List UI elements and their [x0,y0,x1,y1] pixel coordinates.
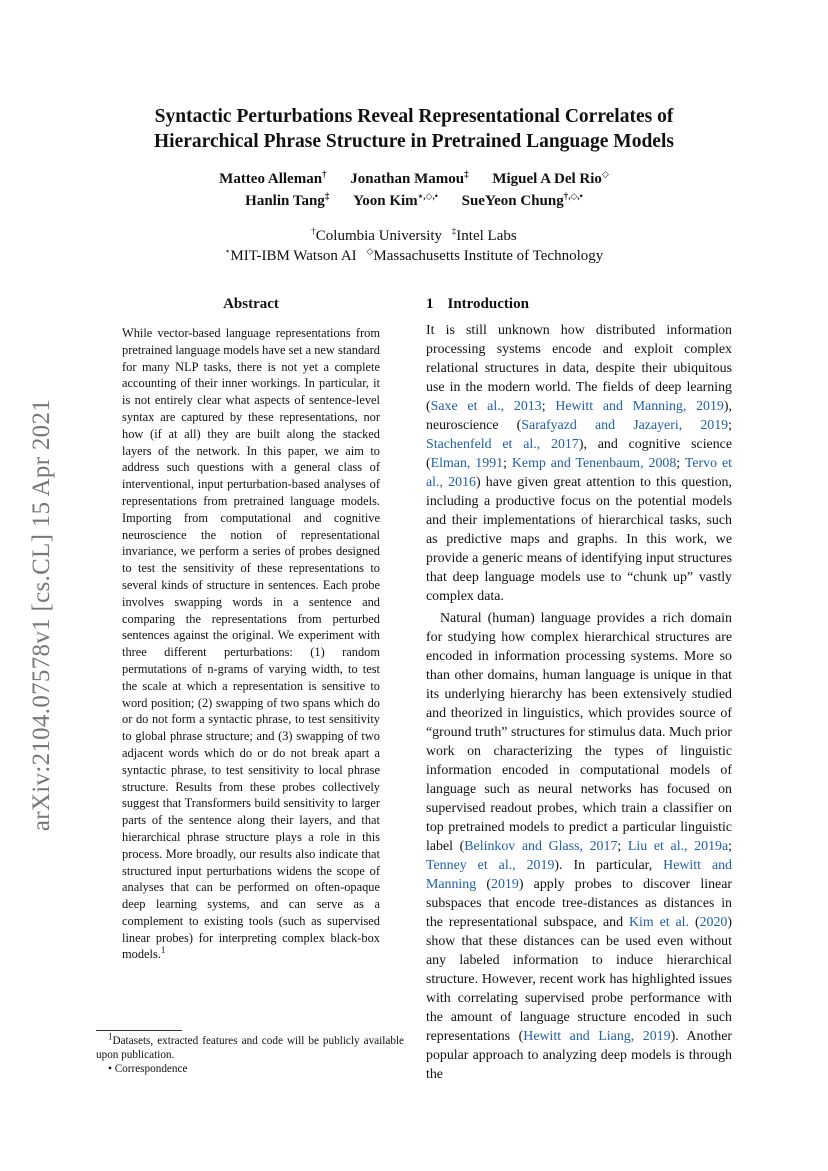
section-title: Introduction [447,296,529,312]
section-number: 1 [426,296,434,312]
arxiv-identifier: arXiv:2104.07578v1 [cs.CL] 15 Apr 2021 [28,398,55,832]
citation-link[interactable]: Kemp and Tenenbaum, 2008 [511,456,677,471]
citation-link[interactable]: Elman, 1991 [430,456,504,471]
citation-link[interactable]: Hewitt and Manning, 2019 [555,399,724,414]
citation-link[interactable]: Hewitt and Manning [426,858,732,892]
author: Yoon Kim⋆,◇,• [353,191,438,209]
citation-link[interactable]: Stachenfeld et al., 2017 [426,437,579,452]
author: Hanlin Tang‡ [245,191,330,209]
title-line-1: Syntactic Perturbations Reveal Representational Correlates of [154,106,674,127]
footnote-1: $^1$Datasets, extracted features and code will be publicly available upon publication. [96,1031,404,1061]
footnotes [96,1031,404,1076]
author: Matteo Alleman† [219,169,327,187]
citation-link[interactable]: Tervo et al., 2016 [426,456,732,490]
affiliation: †Columbia University [311,226,443,244]
paragraph: Natural (human) language provides a rich domain for studying how complex hierarchical structures are encoded in information processing systems. More so than other domains, human language is unique in that its underlying hierarchy has been extensively studied and theorized in linguistics, which provides source of “ground truth” structures for stimulus data. Much prior work on characterizing the types of linguistic information encoded in computational models of language such as neural networks has focused on supervised readout probes, which train a classifier on top pretrained models to predict a particular linguistic label (Belinkov and Glass, 2017; Liu et al., 2019a; Tenney et al., 2019). In particular, Hewitt and Manning (2019) apply probes to discover linear subspaces that encode tree-distances as distances in the representational subspace, and Kim et al. (2020) show that these distances can be used even without any labeled information to induce hierarchical structure. However, recent work has highlighted issues with correlating supervised probe performance with the amount of language structure encoded in such representations (Hewitt and Liang, 2019). Another popular approach to analyzing deep models is through the [426,611,732,1082]
citation-link[interactable]: Hewitt and Liang, 2019 [523,1029,671,1044]
citation-link[interactable]: Liu et al., 2019a [627,839,729,854]
paragraph: It is still unknown how distributed information processing systems encode and exploit complex relational structures in data, despite their ubiquitous use in the modern world. The fields of deep learning (Saxe et al., 2013; Hewitt and Manning, 2019), neuroscience (Sarafyazd and Jazayeri, 2019; Stachenfeld et al., 2017), and cognitive science (Elman, 1991; Kemp and Tenenbaum, 2008; Tervo et al., 2016) have given great attention to this question, including a productive focus on the potential models and their implementations of hierarchical tasks, such as predictive maps and graphs. In this work, we provide a generic means of identifying input structures that deep language models use to “chunk up” vastly complex data. [426,323,732,604]
paper-title [90,104,738,154]
title-line-2: Hierarchical Phrase Structure in Pretrained Language Models [154,131,674,152]
citation-link[interactable]: Kim et al. [628,915,690,930]
affiliation: ‡Intel Labs [451,226,517,244]
affiliation: ⋆MIT-IBM Watson AI [224,246,357,264]
affiliation-row-2 [90,246,738,266]
citation-link[interactable]: Saxe et al., 2013 [430,399,542,414]
author-row-1 [90,168,738,190]
footnote-ref: 1 [160,945,166,956]
citation-link[interactable]: 2020 [699,915,728,930]
affiliation-list [90,226,738,266]
affiliation: ◇Massachusetts Institute of Technology [366,246,604,264]
abstract-text: While vector-based language representations from pretrained language models have set a new standard for many NLP tasks, there is not yet a complete accounting of their inner workings. In particular, it is not entirely clear what aspects of sentence-level syntax are captured by these representations, nor how (if at all) they are built along the stacked layers of the network. In this paper, we aim to address such questions with a general class of interventional, input perturbation-based analyses of representations from pretrained language models. Importing from computational and cognitive neuroscience the notion of representational invariance, we perform a series of probes designed to test the sensitivity of these representations to several kinds of structure in sentences. Each probe involves swapping words in a sentence and comparing the representations from perturbed sentences against the original. We experiment with three different perturbations: (1) random permutations of n-grams of varying width, to test the scale at which a representation is sensitive to word position; (2) swapping of two spans which do or do not form a syntactic phrase, to test sensitivity to global phrase structure; and (3) swapping of two adjacent words which do or do not break apart a syntactic phrase, to test sensitivity to local phrase structure. Results from these probes collectively suggest that Transformers build sensitivity to larger parts of the sentence along their layers, and that hierarchical phrase structure plays a role in this process. More broadly, our results also indicate that structured input perturbations widens the scope of analyses that can be performed on often-opaque deep learning systems, and can serve as a complement to existing tools (such as supervised linear probes) for interpreting complex black-box models. [122,326,380,962]
arxiv-sidebar [22,370,62,860]
section-heading-introduction [426,296,732,313]
abstract-body [122,325,380,963]
citation-link[interactable]: Sarafyazd and Jazayeri, 2019 [521,418,729,433]
footnote-correspondence: • Correspondence [108,1063,188,1075]
citation-link[interactable]: 2019 [491,877,519,892]
author: Jonathan Mamou‡ [350,169,469,187]
affiliation-row-1 [90,226,738,246]
author: Miguel A Del Rio◇ [492,169,609,187]
abstract-heading: Abstract [223,296,279,312]
author-row-2 [90,190,738,212]
author: SueYeon Chung†,◇,• [461,191,583,209]
citation-link[interactable]: Belinkov and Glass, 2017 [464,839,618,854]
author-list [90,168,738,212]
citation-link[interactable]: Tenney et al., 2019 [426,858,555,873]
introduction-body [426,321,732,1084]
